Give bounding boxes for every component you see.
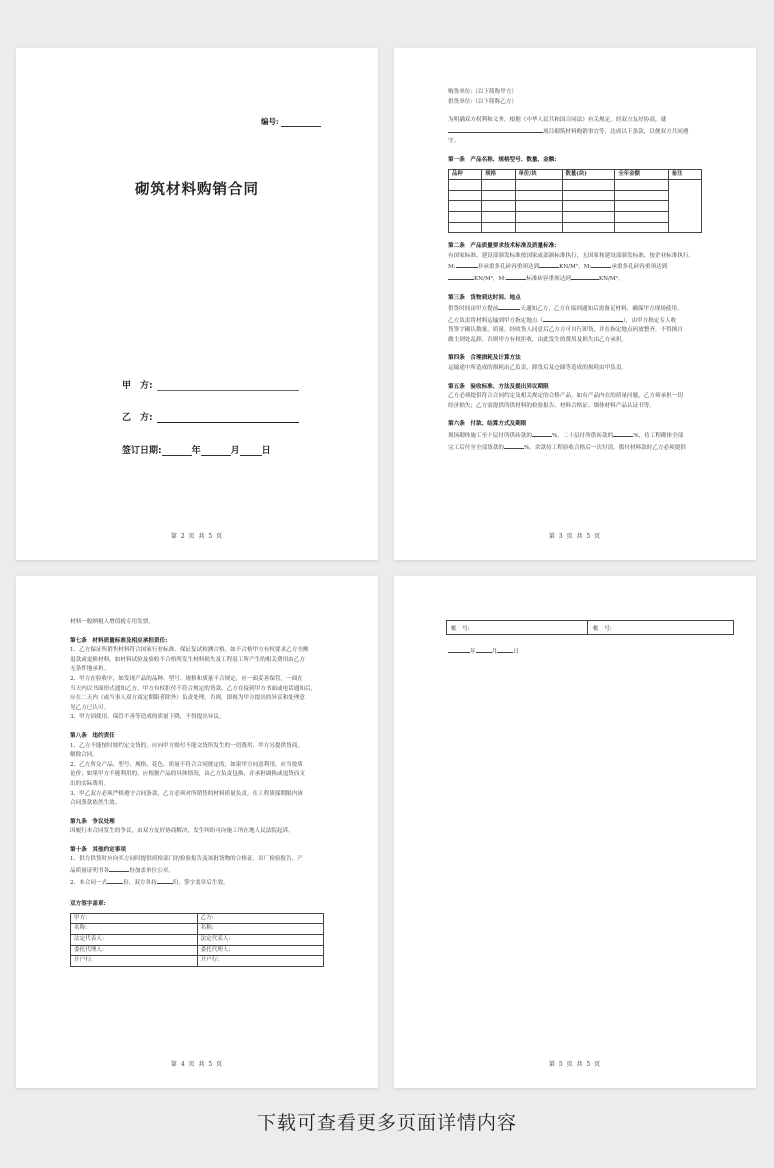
section-2-text-3 <box>448 273 702 285</box>
section-8-text: 1、乙方不能按时按约定交货的，应向甲方赔付不能交货所发生的一切费用，甲方另提供货商， <box>70 742 303 749</box>
party-b-line <box>157 412 299 423</box>
s2-unit: KN/M³，M: <box>559 264 592 271</box>
month-line <box>476 646 492 653</box>
blank <box>506 273 526 280</box>
table-row <box>71 956 324 967</box>
section-3-text-4: 做主到处乱卸，否则甲方有权拒收，由此发生的费用及损失由乙方承担。 <box>448 336 628 343</box>
s6-text: %，待工程砌体全部 <box>633 433 684 440</box>
section-6-text <box>448 430 702 442</box>
section-7-text: 2、甲方在验收中，如发现产品的品种、型号、规格和质量不合规定，应一面妥善保管，一面在 <box>70 675 303 682</box>
s10-text: 品质量证明书各 <box>70 868 110 875</box>
section-5-text-2: 经济损失；乙方需提供所供材料的检验报告、材料合格证、墙体材料产品认证书等。 <box>448 402 655 409</box>
table-row <box>449 180 702 191</box>
table-row <box>449 222 702 233</box>
section-10-text: 1、供方供货时应向买方同时提供质检部门的检验报告及该批货物的合格证、出厂检验报告、产 <box>70 856 303 863</box>
table-row <box>71 935 324 946</box>
day-label: 日 <box>513 649 519 655</box>
sign-cell: 法定代表人: <box>197 935 324 946</box>
sign-cell: 名称: <box>197 924 324 935</box>
party-b-field <box>122 410 299 423</box>
account-b-label: 帐 号: <box>593 626 612 632</box>
intro-text: 为明确双方权利和义务，根据《中华人民共和国合同法》有关规定，经双方友好协商，就 <box>448 117 667 124</box>
s6-text: %，二十层付所供砖款的 <box>551 433 614 440</box>
watermark <box>140 466 204 526</box>
section-10-text <box>70 865 324 877</box>
buyer-line: 购货单位:（以下简称甲方） <box>448 89 518 95</box>
contract-cover-page <box>16 48 378 560</box>
section-2-text-2 <box>448 261 702 273</box>
sign-cell: 名称: <box>71 924 198 935</box>
section-8-text: 合同条款依然生效。 <box>70 800 121 807</box>
section-7-text: 退款或更换材料，如材料试验及验收不合格所发生材料损失及工程返工所产生的相关费用由乙方 <box>70 656 305 663</box>
blank <box>498 303 520 310</box>
continued-text: 材料一般纳税人增值税专用发票。 <box>70 619 154 625</box>
contract-page-terms-2 <box>16 576 378 1088</box>
month-label: 月 <box>491 649 498 655</box>
sign-date-label: 签订日期: <box>122 446 162 456</box>
s10-text: 份，签字盖章后生效。 <box>172 879 229 886</box>
sign-cell: 开户行: <box>71 956 198 967</box>
s2-unit: KN/M³。 <box>598 275 624 282</box>
table-row <box>71 913 324 924</box>
table-row <box>71 924 324 935</box>
s3-text: 乙方负责将材料运输到甲方指定地点（ <box>448 317 544 324</box>
contract-page-end <box>394 576 756 1088</box>
product-table <box>448 169 702 234</box>
section-7-title: 第七条 材料质量标准及相应承担责任: <box>70 637 168 644</box>
sign-cell: 乙方: <box>197 913 324 924</box>
section-9-text: 因履行本合同发生的争议，由双方友好协商解决，发生纠纷可向施工所在地人民法院起诉。 <box>70 828 294 835</box>
sign-cell: 开户行: <box>197 956 324 967</box>
year-label: 年 <box>470 649 476 655</box>
table-header-cell: 单价/块 <box>515 169 562 180</box>
blank <box>109 865 129 872</box>
section-8-text: 解除合同。 <box>70 752 98 759</box>
day-line <box>497 646 513 653</box>
section-8-text: 3、甲乙双方必须严格遵守合同条款，乙方必须对所销售的材料质量负责，在工程质保期限内该 <box>70 790 303 797</box>
section-7-text: 3、甲方因使用、保管不善等造成的质量下降，不得提出异议。 <box>70 714 225 721</box>
month-line <box>201 445 231 456</box>
s6-text: 现场砌体施工至十层付所供砖款的 <box>448 433 532 440</box>
table-header-cell: 数量(块) <box>562 169 615 180</box>
month-label: 月 <box>230 446 240 456</box>
section-8-text: 2、乙方所交产品、型号、规格、花色、质量不符合合同规定的，如果甲方同意利用，应当按质 <box>70 761 303 768</box>
section-6-text-2 <box>448 442 702 454</box>
sign-cell: 委托代理人: <box>71 945 198 956</box>
signature-table <box>70 913 324 967</box>
section-10-title: 第十条 其他约定事项 <box>70 846 126 853</box>
section-2-title: 第二条 产品质量要求技术标准及质量标准: <box>448 243 557 250</box>
page-footer: 第 3 页 共 5 页 <box>548 533 602 540</box>
section-3-text-2 <box>448 315 702 327</box>
section-3-text-3: 货签字确认数量、质量，经收货人同意后乙方方可自行卸货，并在指定地点码放整齐，不得擅自 <box>448 327 683 334</box>
s3-text: 天通知乙方，乙方在接到通知后需备足材料，确保甲方现场使用。 <box>520 306 683 313</box>
year-line <box>162 445 192 456</box>
s2-text: 承重多孔砖容重须达到 <box>611 264 668 271</box>
blank <box>107 877 123 884</box>
table-header-cell: 全年金额 <box>615 169 668 180</box>
s10-text: 2、本合同一式 <box>70 879 108 886</box>
blank <box>539 261 559 268</box>
page-body <box>70 618 324 967</box>
page-footer: 第 2 页 共 5 页 <box>170 533 224 540</box>
day-label: 日 <box>261 446 271 456</box>
end-date <box>448 646 519 655</box>
s6-text: %，余款待工程验收合格后一次付清。拨付材料款时乙方必须提供 <box>523 444 686 451</box>
party-b-label: 乙 方: <box>122 413 153 423</box>
blank <box>532 430 552 437</box>
section-5-title: 第五条 验收标准、方法及提出异议期限 <box>448 383 549 390</box>
contract-number-line <box>281 118 321 127</box>
download-caption: 下载可查看更多页面详情内容 <box>256 1112 517 1134</box>
section-2-text: 有国家标准、建设部颁发标准按国家或部颁标准执行，无国家和建设部颁发标准，按企业标准执行。 <box>448 252 695 259</box>
table-row <box>71 945 324 956</box>
year-line <box>448 646 470 653</box>
intro-text-3: 守。 <box>448 138 460 145</box>
year-label: 年 <box>191 446 201 456</box>
blank <box>571 273 599 280</box>
section-10-text <box>70 877 324 889</box>
table-row <box>449 201 702 212</box>
blank <box>543 315 623 322</box>
section-9-title: 第九条 争议处理 <box>70 818 115 825</box>
section-6-title: 第六条 付款、结算方式及期限 <box>448 421 527 428</box>
table-row <box>449 190 702 201</box>
s2-text: 非承重多孔砖容重须达到 <box>477 264 540 271</box>
sign-cell: 甲方: <box>71 913 198 924</box>
blank <box>456 261 478 268</box>
s6-text: 完工后付至全部货款的 <box>448 444 504 451</box>
section-7-text: 应在二天内（或当事人双方商定期限者除外）负责处理，否则，即视为甲方提出的异议和处理意 <box>70 695 305 702</box>
party-a-field <box>122 378 299 391</box>
sign-date-field <box>122 443 271 456</box>
section-3-title: 第三条 货物到达时间、地点 <box>448 294 521 301</box>
section-3-text <box>448 303 702 315</box>
page-body <box>448 88 702 453</box>
section-7-text: 无条件地承担。 <box>70 666 110 673</box>
account-a-label: 帐 号: <box>451 626 470 632</box>
sign-cell: 委托代理人: <box>197 945 324 956</box>
blank <box>591 261 611 268</box>
s3-text: 供货时间由甲方提前 <box>448 306 499 313</box>
section-7-text: 1、乙方保证所销售材料符合国家行业标准，保证复试检测合格，如不合格甲方有权要求乙方全额 <box>70 647 309 654</box>
s2-m-label: M: <box>448 264 456 271</box>
table-header-cell: 规格 <box>482 169 515 180</box>
contract-page-terms-1 <box>394 48 756 560</box>
section-8-text: 论价；如果甲方不能利用的，应根据产品的具体情况，由乙方负责包换，并承担调换或退货而支 <box>70 771 305 778</box>
table-header-cell: 品种 <box>449 169 482 180</box>
table-header-cell: 备注 <box>668 169 701 180</box>
s3-text: ），由甲方指定专人收 <box>623 317 677 324</box>
contract-number <box>261 116 321 127</box>
s2-text: 标准砖容重须达到 <box>526 275 571 282</box>
blank <box>448 273 474 280</box>
page-footer: 第 4 页 共 5 页 <box>170 1061 224 1068</box>
table-header-row <box>449 169 702 180</box>
section-7-text: 见乙方已认可。 <box>70 704 110 711</box>
account-table <box>446 620 734 635</box>
page-footer: 第 5 页 共 5 页 <box>548 1061 602 1068</box>
blank <box>157 877 173 884</box>
section-5-text: 乙方必须提供符合合同约定及相关规定的合格产品，如有产品内在的质量问题，乙方须承担一切 <box>448 393 683 400</box>
contract-number-label: 编号: <box>261 117 279 126</box>
s10-text: 份加盖单位公章。 <box>129 868 174 875</box>
section-8-text: 出的实际费用。 <box>70 780 110 787</box>
project-blank <box>448 126 543 133</box>
section-8-title: 第八条 违约责任 <box>70 732 115 739</box>
day-line <box>240 445 262 456</box>
signature-title: 双方签字盖章: <box>70 901 106 908</box>
seller-line: 供货单位:（以下简称乙方） <box>448 98 518 105</box>
blank <box>613 430 633 437</box>
section-7-text: 当天内以书面形式通知乙方，甲方有权拒付不符合规定的货款。乙方在接到甲方书面或电话通知后， <box>70 685 317 692</box>
s10-text: 份，双方各持 <box>123 879 157 886</box>
s2-unit: KN/M³，M: <box>474 275 507 282</box>
party-a-label: 甲 方: <box>122 381 153 391</box>
intro-text-2-label: 项目砌筑材料购销事宜等，达成以下条款，以便双方共同遵 <box>543 128 689 135</box>
section-4-text: 运输途中所造成的损耗由乙负责，卸货后及仓储等造成的损耗由甲负责。 <box>448 365 628 372</box>
sign-cell: 法定代表人: <box>71 935 198 946</box>
section-4-title: 第四条 合理损耗及计算方法 <box>448 355 521 362</box>
party-a-line <box>157 380 299 391</box>
intro-text-2 <box>448 126 702 138</box>
table-row <box>449 211 702 222</box>
page-title: 砌筑材料购销合同 <box>135 182 259 198</box>
blank <box>504 442 524 449</box>
section-1-title: 第一条 产品名称、规格型号、数量、金额: <box>448 156 557 163</box>
